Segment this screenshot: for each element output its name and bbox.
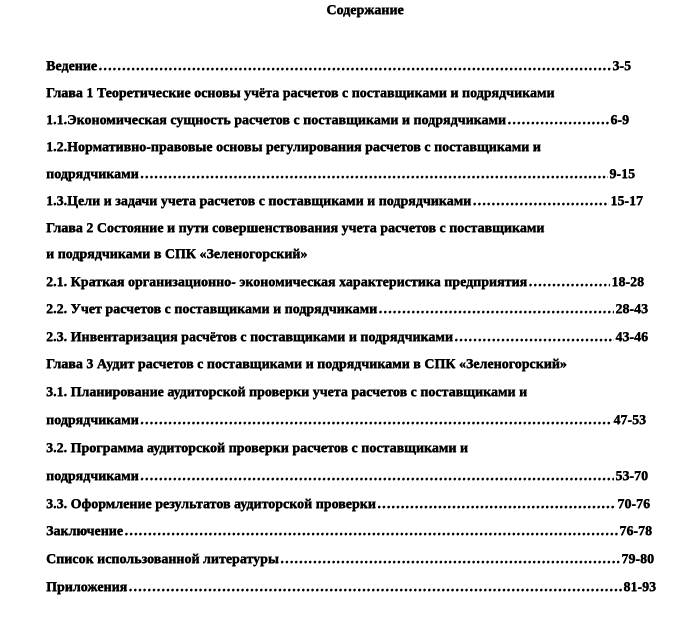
dot-leader xyxy=(472,193,609,211)
toc-entry-label: Глава 3 Аудит расчетов с поставщиками и подрядчиками в СПК «Зеленогорский» xyxy=(46,357,567,372)
toc-entry-page: 76-78 xyxy=(619,524,652,539)
toc-entry xyxy=(46,412,646,430)
toc-entry xyxy=(46,579,656,597)
toc-entry-label: Заключение xyxy=(46,524,123,539)
toc-chapter-heading xyxy=(46,356,567,374)
toc-entry-page: 43-46 xyxy=(615,330,648,345)
toc-entry-page: 6-9 xyxy=(610,113,629,128)
page-title: Содержание xyxy=(326,3,404,18)
toc-entry-label: Приложения xyxy=(46,580,128,595)
toc-entry-continued xyxy=(46,440,468,458)
toc-entry-continued xyxy=(46,139,541,157)
toc-entry-page: 9-15 xyxy=(609,167,635,182)
dot-leader xyxy=(280,551,621,569)
toc-entry xyxy=(46,301,648,319)
toc-entry xyxy=(46,329,648,347)
toc-entry-label: 2.2. Учет расчетов с поставщиками и подрядчиками xyxy=(46,302,378,317)
toc-entry-continued xyxy=(46,384,527,402)
toc-entry-label: Глава 2 Состояние и пути совершенствования учета расчетов с поставщиками xyxy=(46,221,545,236)
toc-entry-page: 53-70 xyxy=(615,469,648,484)
toc-entry-label: 3.2. Программа аудиторской проверки расчетов с поставщиками и xyxy=(46,441,468,456)
toc-entry xyxy=(46,112,629,130)
toc-entry-page: 79-80 xyxy=(621,552,654,567)
dot-leader xyxy=(140,468,615,486)
toc-entry-label: и подрядчиками в СПК «Зеленогорский» xyxy=(46,247,308,262)
toc-entry-label: 1.3.Цели и задачи учета расчетов с поставщиками и подрядчиками xyxy=(46,194,472,209)
toc-entry-label: подрядчиками xyxy=(46,167,139,182)
toc-chapter-heading xyxy=(46,85,554,103)
toc-entry-label: 2.3. Инвентаризация расчётов с поставщиками и подрядчиками xyxy=(46,330,453,345)
dot-leader xyxy=(140,166,609,184)
toc-chapter-heading xyxy=(46,220,544,238)
dot-leader xyxy=(507,112,609,130)
toc-entry xyxy=(46,193,643,211)
toc-entry xyxy=(46,523,652,541)
toc-entry-label: 3.1. Планирование аудиторской проверки учета расчетов с поставщиками и xyxy=(46,385,528,400)
toc-entry xyxy=(46,166,635,184)
dot-leader xyxy=(124,523,618,541)
toc-entry-page: 47-53 xyxy=(613,413,646,428)
dot-leader xyxy=(128,579,622,597)
toc-entry xyxy=(46,274,644,292)
toc-entry-label: подрядчиками xyxy=(46,413,139,428)
toc-entry xyxy=(46,551,654,569)
toc-entry-label: 3.3. Оформление результатов аудиторской проверки xyxy=(46,497,376,512)
toc-entry-label: подрядчиками xyxy=(46,469,139,484)
toc-entry-page: 81-93 xyxy=(623,580,656,595)
toc-entry-label: Список использованной литературы xyxy=(46,552,279,567)
dot-leader xyxy=(140,412,613,430)
toc-entry-page: 15-17 xyxy=(610,194,643,209)
toc-entry-label: 2.1. Краткая организационно- экономическая характеристика предприятия xyxy=(46,275,528,290)
toc-entry xyxy=(46,496,650,514)
toc-entry-page: 28-43 xyxy=(615,302,648,317)
toc-entry-label: 1.2.Нормативно-правовые основы регулирования расчетов с поставщиками и xyxy=(46,140,541,155)
toc-entry-page: 3-5 xyxy=(612,59,631,74)
toc-entry-page: 70-76 xyxy=(617,497,650,512)
dot-leader xyxy=(454,329,614,347)
toc-entry xyxy=(46,468,648,486)
dot-leader xyxy=(98,58,611,76)
toc-entry-page: 18-28 xyxy=(611,275,644,290)
dot-leader xyxy=(377,496,617,514)
dot-leader xyxy=(378,301,614,319)
toc-entry xyxy=(46,58,631,76)
toc-entry-label: Ведение xyxy=(46,59,98,74)
toc-entry-label: 1.1.Экономическая сущность расчетов с поставщиками и подрядчиками xyxy=(46,113,506,128)
dot-leader xyxy=(528,274,610,292)
toc-entry-label: Глава 1 Теоретические основы учёта расчетов с поставщиками и подрядчиками xyxy=(46,86,555,101)
toc-chapter-heading-continued xyxy=(46,246,307,264)
